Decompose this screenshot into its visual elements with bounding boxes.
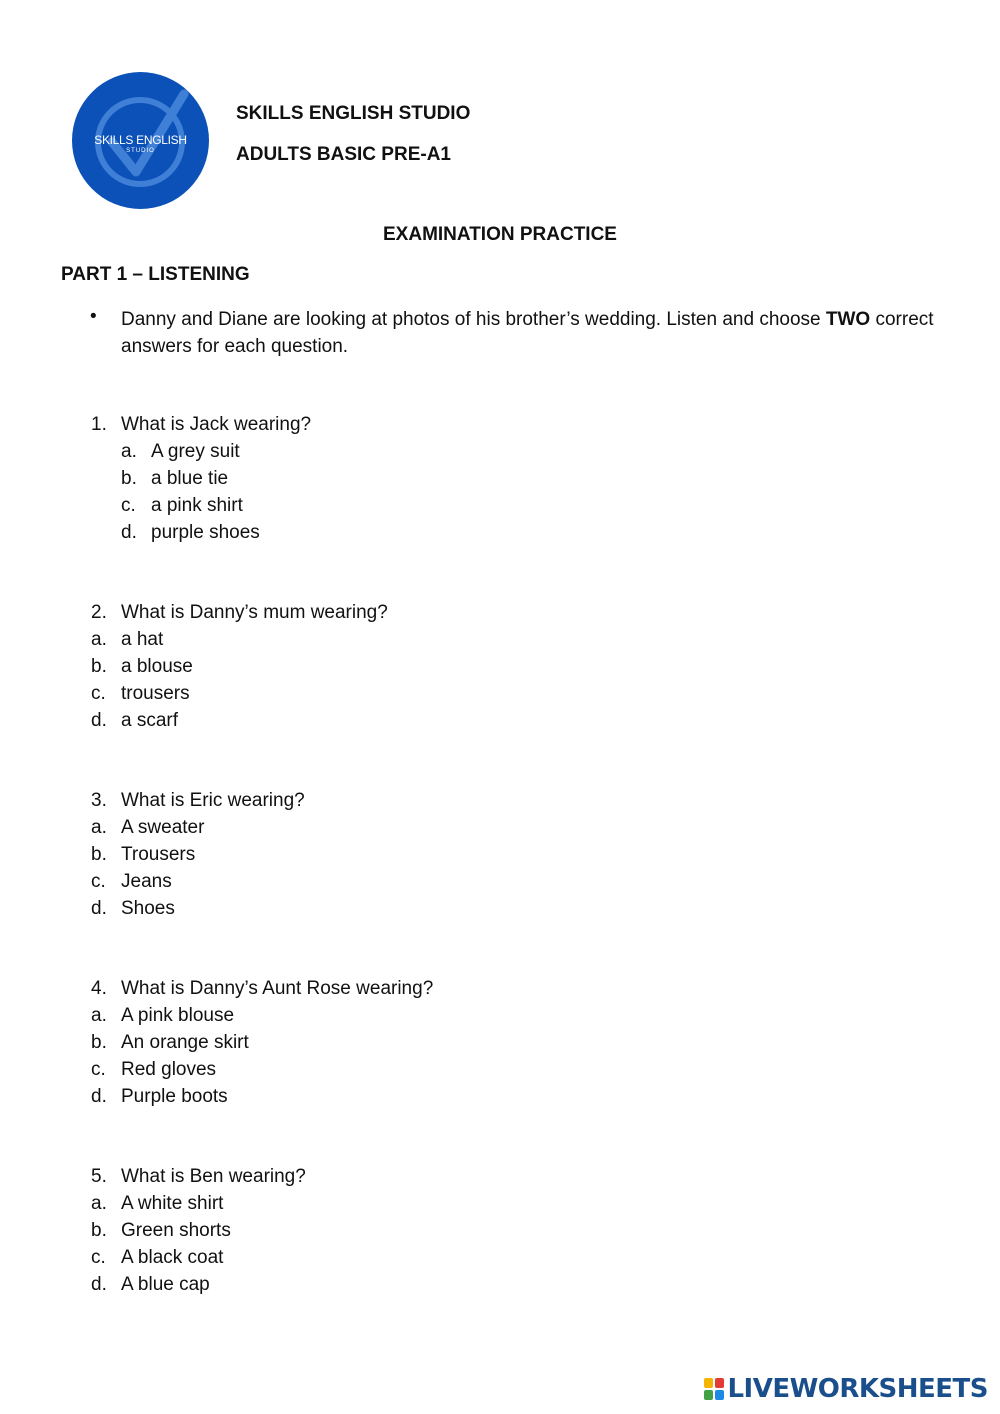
school-name: SKILLS ENGLISH STUDIO [236, 103, 471, 124]
question-number: 3. [91, 790, 107, 811]
question-number: 4. [91, 978, 107, 999]
answer-option: Jeans [121, 871, 172, 892]
question-number: 5. [91, 1166, 107, 1187]
logo-title: SKILLS ENGLISH [94, 133, 187, 147]
option-letter: c. [121, 495, 136, 516]
option-letter: d. [91, 898, 107, 919]
option-letter: b. [91, 656, 107, 677]
option-letter: b. [121, 468, 137, 489]
answer-option: A blue cap [121, 1274, 210, 1295]
option-letter: b. [91, 1032, 107, 1053]
option-letter: a. [121, 441, 137, 462]
question-text: What is Jack wearing? [121, 414, 312, 435]
liveworksheets-brand [704, 1373, 988, 1405]
answer-option: purple shoes [151, 522, 260, 543]
option-letter: a. [91, 1005, 107, 1026]
part-title: PART 1 – LISTENING [61, 264, 250, 285]
option-letter: a. [91, 629, 107, 650]
option-letter: c. [91, 683, 106, 704]
question-text: What is Ben wearing? [121, 1166, 306, 1187]
question-text: What is Danny’s Aunt Rose wearing? [121, 978, 434, 999]
question-text: What is Danny’s mum wearing? [121, 602, 388, 623]
answer-option: Purple boots [121, 1086, 228, 1107]
answer-option: a blouse [121, 656, 193, 677]
logo-subtitle: STUDIO [126, 148, 155, 154]
question-number: 1. [91, 414, 107, 435]
answer-option: A grey suit [151, 441, 240, 462]
answer-option: Red gloves [121, 1059, 217, 1080]
option-letter: c. [91, 1247, 106, 1268]
answer-option: Green shorts [121, 1220, 231, 1241]
question-number: 2. [91, 602, 107, 623]
answer-option: a pink shirt [151, 495, 243, 516]
answer-option: trousers [121, 683, 190, 704]
option-letter: b. [91, 1220, 107, 1241]
option-letter: d. [91, 710, 107, 731]
option-letter: b. [91, 844, 107, 865]
instruction-text-end: correct answers for each question. [121, 309, 934, 357]
answer-option: a hat [121, 629, 164, 650]
answer-option: A pink blouse [121, 1005, 235, 1026]
option-letter: c. [91, 1059, 106, 1080]
answer-option: a scarf [121, 710, 179, 731]
option-letter: a. [91, 817, 107, 838]
answer-option: A white shirt [121, 1193, 224, 1214]
answer-option: Shoes [121, 898, 175, 919]
option-letter: a. [91, 1193, 107, 1214]
option-letter: d. [121, 522, 137, 543]
instruction-emphasis: TWO [825, 309, 871, 330]
school-logo [72, 72, 209, 209]
instruction-text [121, 306, 941, 360]
option-letter: d. [91, 1274, 107, 1295]
answer-option: An orange skirt [121, 1032, 249, 1053]
instruction-text-start: Danny and Diane are looking at photos of his brother’s wedding. Listen and choose [121, 309, 826, 330]
answer-option: a blue tie [151, 468, 229, 489]
brand-text: LIVEWORKSHEETS [727, 1374, 988, 1404]
bullet-icon: • [90, 306, 97, 327]
course-name: ADULTS BASIC PRE-A1 [236, 144, 451, 165]
answer-option: A black coat [121, 1247, 224, 1268]
option-letter: d. [91, 1086, 107, 1107]
exam-title: EXAMINATION PRACTICE [383, 224, 617, 245]
liveworksheets-logo-icon [704, 1378, 724, 1400]
option-letter: c. [91, 871, 106, 892]
answer-option: Trousers [121, 844, 196, 865]
question-text: What is Eric wearing? [121, 790, 305, 811]
answer-option: A sweater [121, 817, 205, 838]
